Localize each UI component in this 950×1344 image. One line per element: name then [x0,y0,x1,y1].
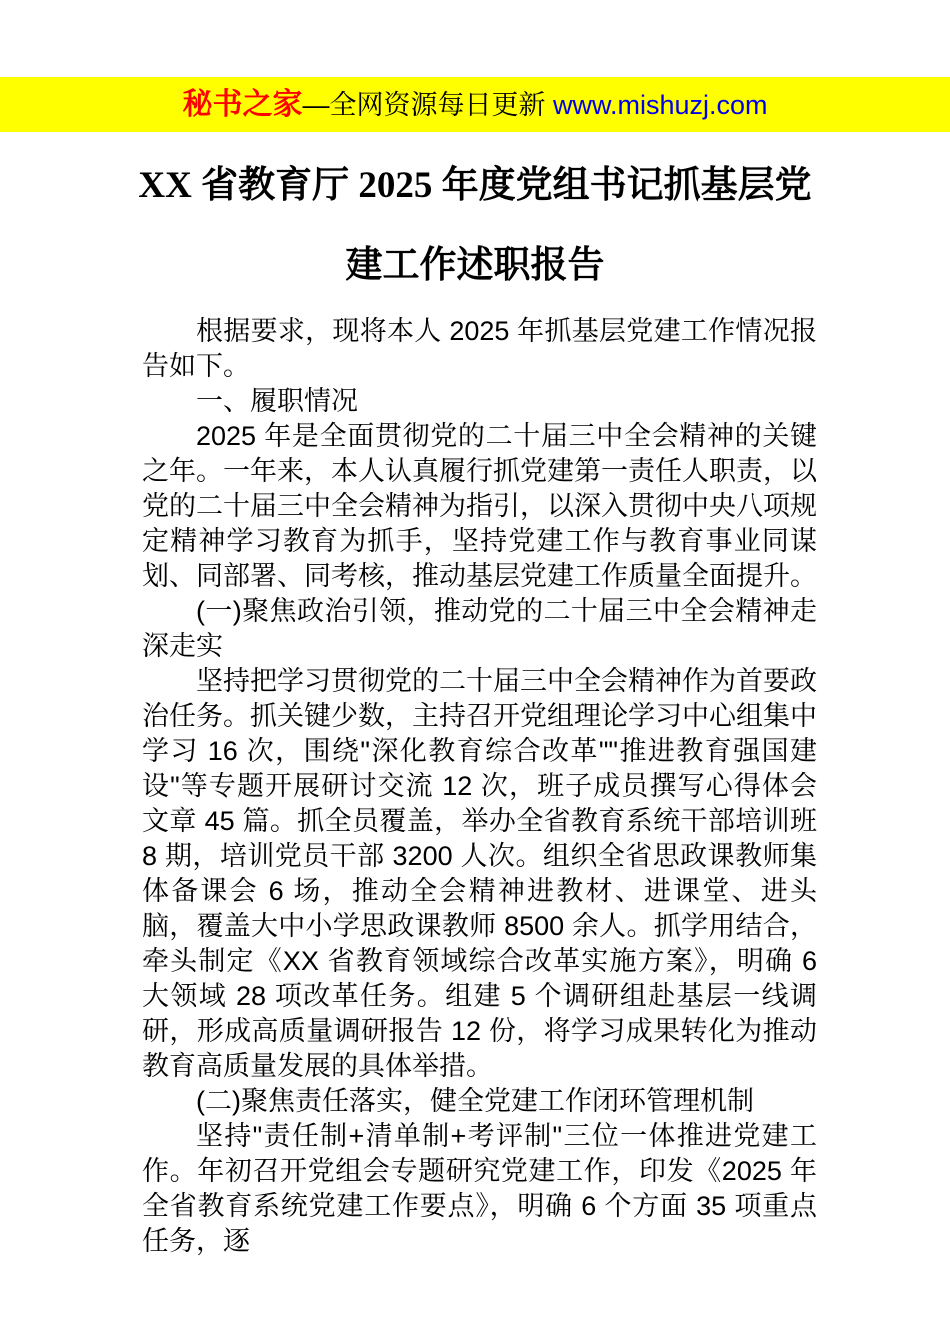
paragraph: 2025 年是全面贯彻党的二十届三中全会精神的关键之年。一年来，本人认真履行抓党建第一责任人职责，以党的二十届三中全会精神为指引，以深入贯彻中央八项规定精神学习教育为抓手，坚持党建工作与教育事业同谋划、同部署、同考核，推动基层党建工作质量全面提升。 [142,421,817,591]
document-body [0,314,950,1259]
document-title [60,146,890,306]
section-heading: (一)聚焦政治引领，推动党的二十届三中全会精神走深走实 [142,596,817,661]
title-line-2: 建工作述职报告 [345,245,605,286]
paragraph: 坚持"责任制+清单制+考评制"三位一体推进党建工作。年初召开党组会专题研究党建工作，印发《2025 年全省教育系统党建工作要点》，明确 6 个方面 35 项重点任务，逐 [142,1121,817,1256]
title-line-1: XX 省教育厅 2025 年度党组书记抓基层党 [138,165,812,206]
site-url-link[interactable]: www.mishuzj.com [552,90,768,120]
banner-tagline: —全网资源每日更新 [302,90,553,120]
section-heading: (二)聚焦责任落实，健全党建工作闭环管理机制 [196,1086,754,1116]
paragraph: 坚持把学习贯彻党的二十届三中全会精神作为首要政治任务。抓关键少数，主持召开党组理论学习中心组集中学习 16 次，围绕"深化教育综合改革""推进教育强国建设"等专题开展研讨交流 12 次，班子成员撰写心得体会文章 45 篇。抓全员覆盖，举办全省教育系统干部培训班 8 期，培训党员干部 3200 人次。组织全省思政课教师集体备课会 6 场，推动全会精神进教材、进课堂、进头脑，覆盖大中小学思政课教师 8500 余人。抓学用结合，牵头制定《XX 省教育领域综合改革实施方案》，明确 6 大领域 28 项改革任务。组建 5 个调研组赴基层一线调研，形成高质量调研报告 12 份，将学习成果转化为推动教育高质量发展的具体举措。 [142,666,817,1081]
site-name: 秘书之家 [182,88,303,121]
site-banner [0,77,950,132]
paragraph: 根据要求，现将本人 2025 年抓基层党建工作情况报告如下。 [142,316,817,381]
section-heading: 一、履职情况 [196,386,358,416]
